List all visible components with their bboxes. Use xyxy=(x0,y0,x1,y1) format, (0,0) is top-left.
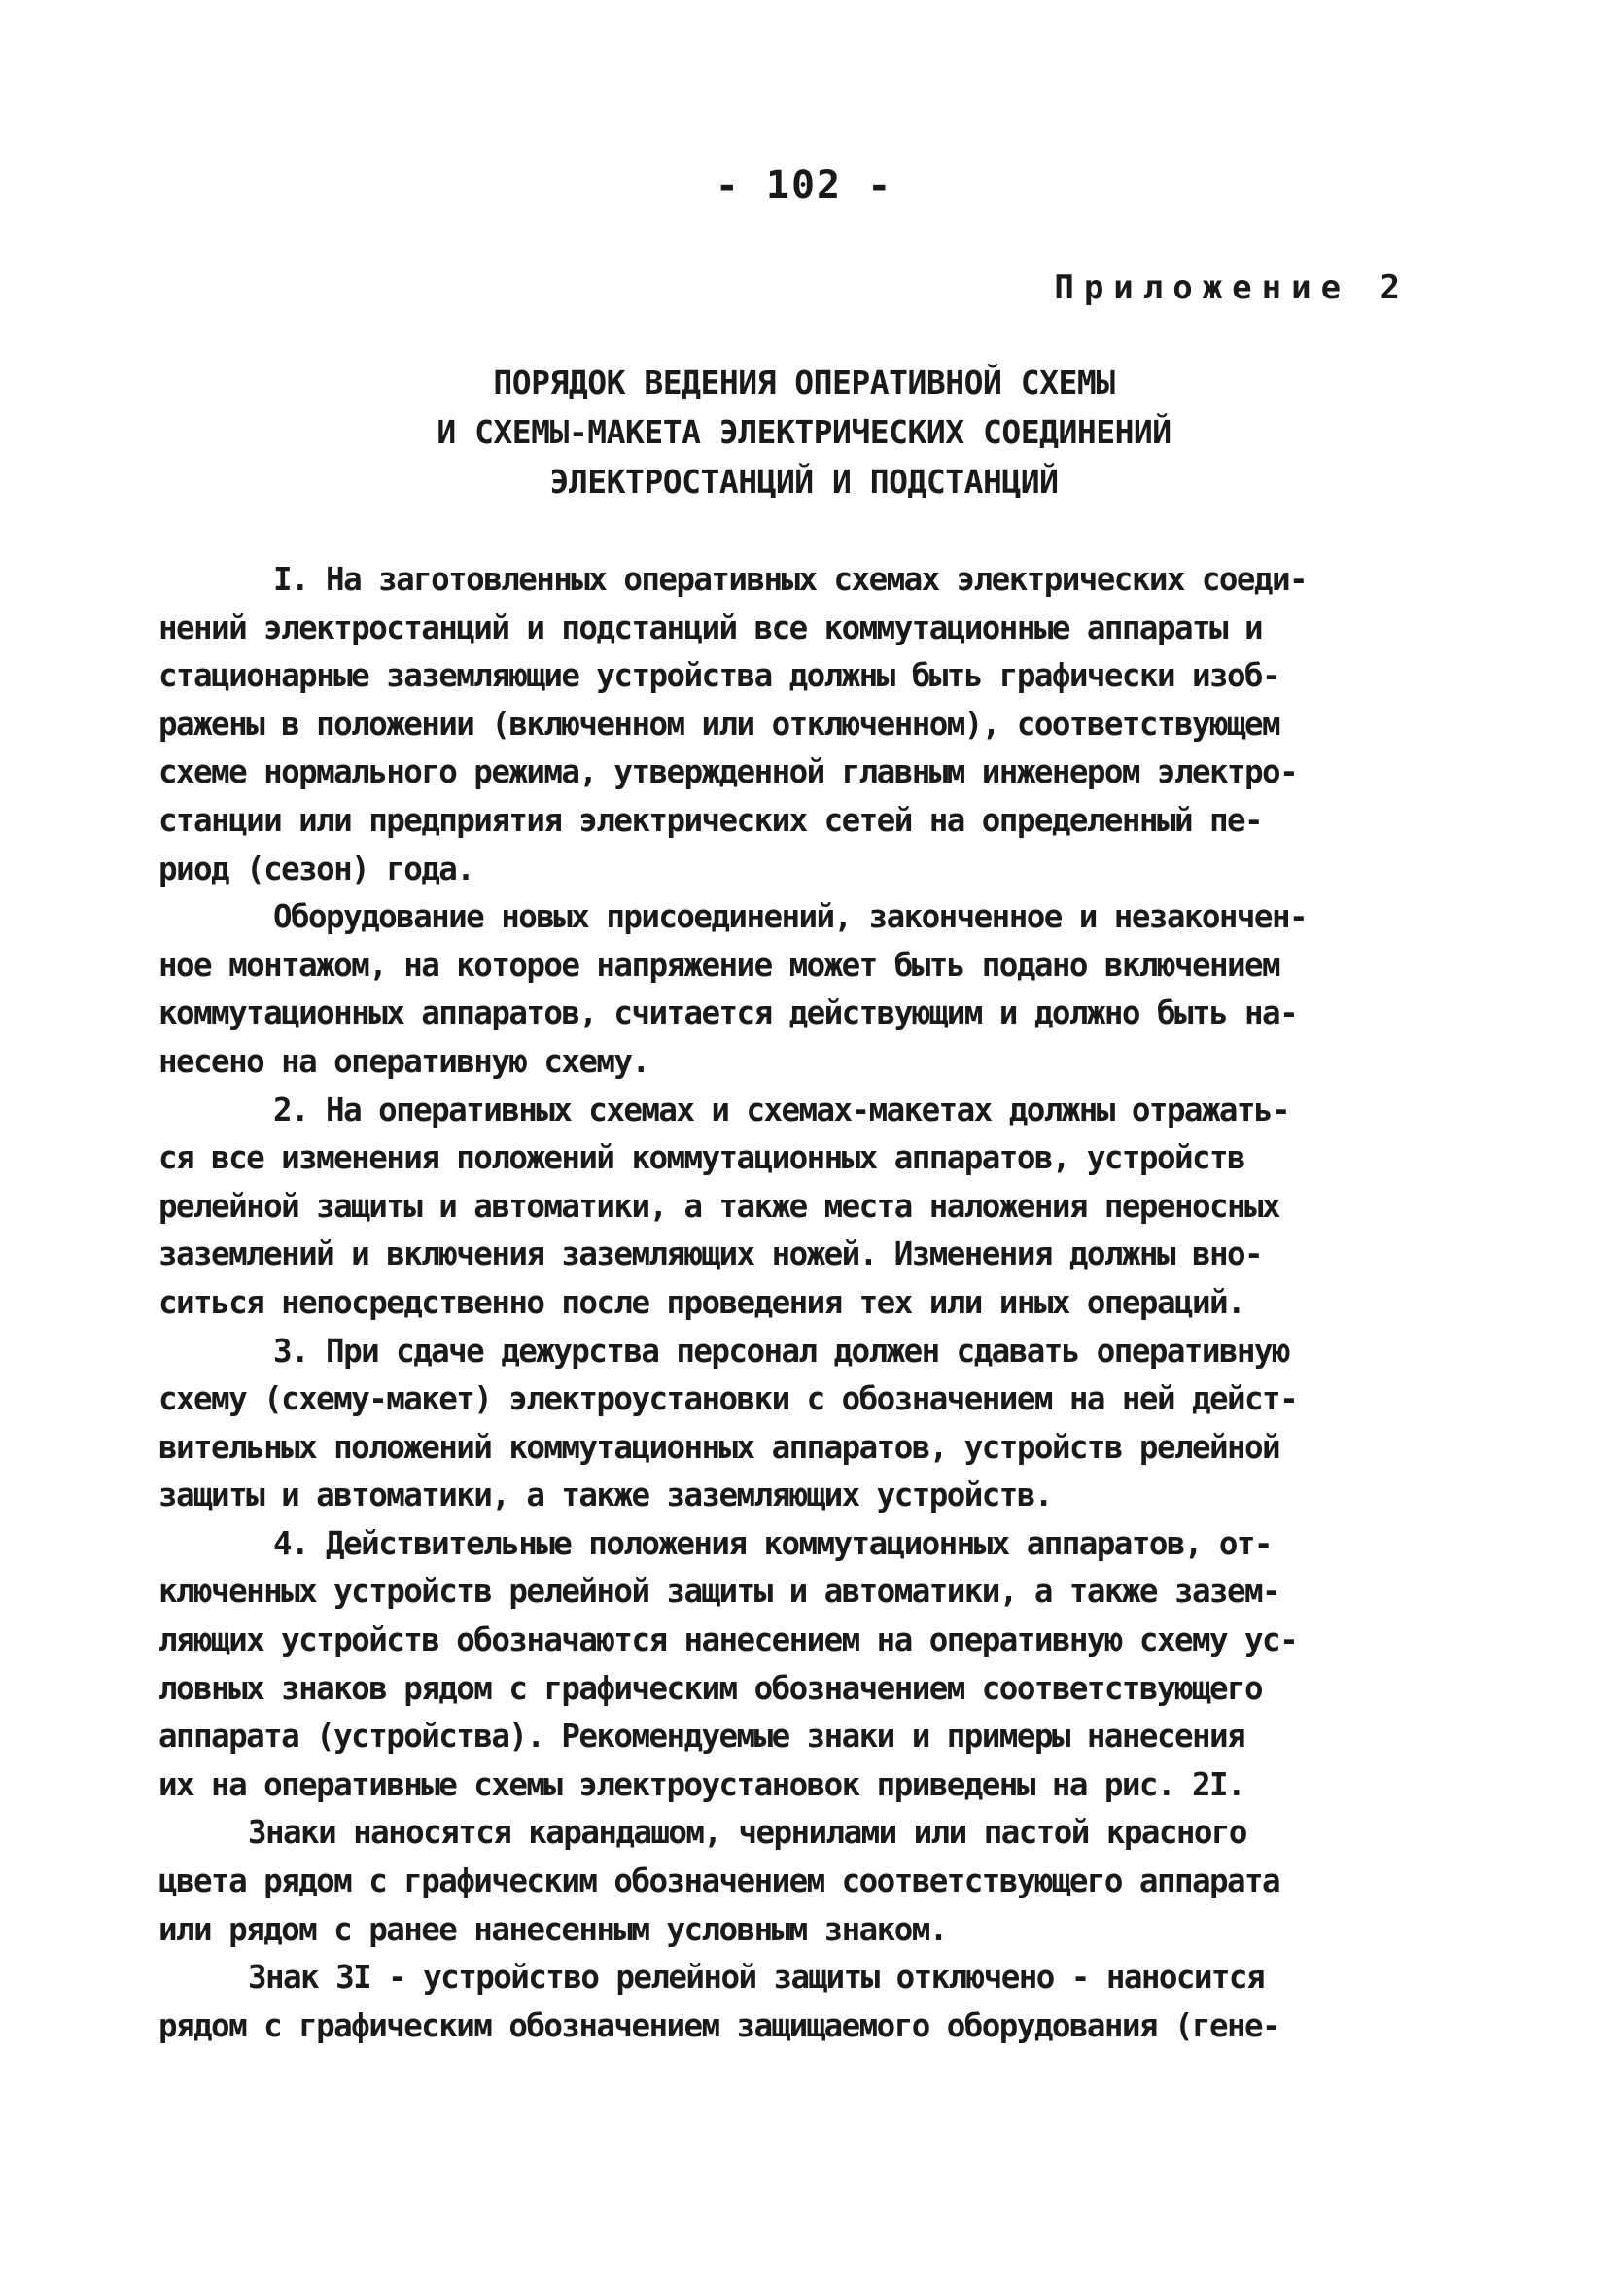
appendix-label: Приложение 2 xyxy=(1054,268,1410,307)
text-line: нений электростанций и подстанций все коммутационные аппараты и xyxy=(158,609,1263,646)
text-line: 2. На оперативных схемах и схемах-макетах должны отражать- xyxy=(273,1091,1289,1129)
paragraph-2 xyxy=(158,1087,1434,1328)
text-line: Знак 3I - устройство релейной защиты отключено - наносится xyxy=(248,1959,1264,1997)
text-line: ситься непосредственно после проведения тех или иных операций. xyxy=(158,1283,1245,1321)
text-line: Оборудование новых присоединений, законченное и незакончен- xyxy=(273,898,1307,936)
text-line: их на оперативные схемы электроустановок приведены на рис. 2I. xyxy=(158,1765,1245,1803)
paragraph-5 xyxy=(158,1809,1434,1954)
paragraph-6 xyxy=(158,1954,1434,2050)
paragraph-3 xyxy=(158,1328,1434,1520)
text-line: I. На заготовленных оперативных схемах электрических соеди- xyxy=(273,561,1307,598)
text-line: вительных положений коммутационных аппаратов, устройств релейной xyxy=(158,1428,1280,1466)
title-line: ЭЛЕКТРОСТАНЦИЙ И ПОДСТАНЦИЙ xyxy=(549,463,1059,501)
text-line: или рядом с ранее нанесенным условным знаком. xyxy=(158,1910,947,1948)
page-number: - 102 - xyxy=(715,163,893,208)
text-line: риод (сезон) года. xyxy=(158,850,474,887)
text-line: рядом с графическим обозначением защищаемого оборудования (гене- xyxy=(158,2006,1280,2044)
text-line: схеме нормального режима, утвержденной главным инженером электро- xyxy=(158,753,1298,791)
text-line: аппарата (устройства). Рекомендуемые знаки и примеры нанесения xyxy=(158,1718,1245,1756)
text-line: релейной защиты и автоматики, а также места наложения переносных xyxy=(158,1187,1280,1225)
text-line: несено на оперативную схему. xyxy=(158,1042,649,1080)
text-line: ся все изменения положений коммутационных аппаратов, устройств xyxy=(158,1139,1245,1177)
text-line: ражены в положении (включенном или отключенном), соответствующем xyxy=(158,705,1280,743)
paragraph-1 xyxy=(158,556,1434,893)
text-line: схему (схему-макет) электроустановки с обозначением на ней дейст- xyxy=(158,1380,1298,1418)
title-line: ПОРЯДОК ВЕДЕНИЯ ОПЕРАТИВНОЙ СХЕМЫ xyxy=(493,364,1115,401)
document-body xyxy=(158,556,1434,2050)
text-line: 3. При сдаче дежурства персонал должен сдавать оперативную xyxy=(273,1332,1289,1370)
text-line: стационарные заземляющие устройства должны быть графически изоб- xyxy=(158,657,1280,695)
text-line: заземлений и включения заземляющих ножей. Изменения должны вно- xyxy=(158,1235,1263,1273)
text-line: цвета рядом с графическим обозначением соответствующего аппарата xyxy=(158,1862,1280,1900)
text-line: Знаки наносятся карандашом, чернилами или пастой красного xyxy=(248,1814,1246,1852)
text-line: ключенных устройств релейной защиты и автоматики, а также зазем- xyxy=(158,1573,1280,1611)
text-line: ловных знаков рядом с графическим обозначением соответствующего xyxy=(158,1669,1263,1707)
text-line: ляющих устройств обозначаются нанесением на оперативную схему ус- xyxy=(158,1621,1298,1659)
text-line: ное монтажом, на которое напряжение может быть подано включением xyxy=(158,946,1280,984)
text-line: коммутационных аппаратов, считается действующим и должно быть на- xyxy=(158,994,1298,1032)
title-line: И СХЕМЫ-МАКЕТА ЭЛЕКТРИЧЕСКИХ СОЕДИНЕНИЙ xyxy=(437,413,1171,451)
paragraph-1-continued xyxy=(158,893,1434,1086)
text-line: 4. Действительные положения коммутационных аппаратов, от- xyxy=(273,1524,1272,1562)
document-title xyxy=(0,358,1608,506)
text-line: защиты и автоматики, а также заземляющих устройств. xyxy=(158,1477,1052,1514)
paragraph-4 xyxy=(158,1520,1434,1810)
text-line: станции или предприятия электрических сетей на определенный пе- xyxy=(158,801,1263,839)
